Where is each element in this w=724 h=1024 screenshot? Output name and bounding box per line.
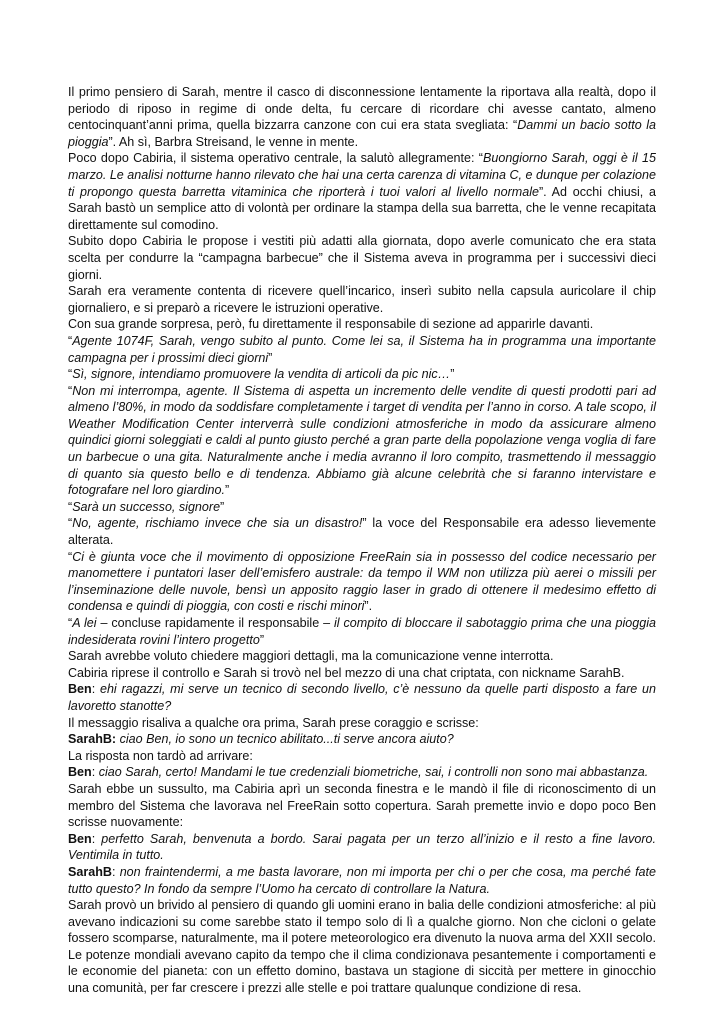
text-run: Il primo pensiero di Sarah, mentre il casco di disconnessione lentamente la riportava alla realtà, dopo il periodo di riposo in regime di onde delta, fu cercare di ricordare chi avesse cantato, almeno centocinquant’anni prima, quella bizzarra canzone con cui era stata svegliata: “ bbox=[68, 85, 656, 133]
text-run: : bbox=[91, 765, 99, 780]
italic-text: A lei bbox=[72, 616, 97, 630]
text-run: : bbox=[111, 864, 120, 879]
italic-text: Buongiorno Sarah, oggi è il 15 marzo. Le analisi notturne hanno rilevato che hai una certa carenza di vitamina C, e dunque per colazione ti propongo questa barretta vitaminica che riporterà i tuoi valori al livello normale bbox=[68, 151, 657, 199]
paragraph bbox=[68, 366, 656, 383]
paragraph bbox=[68, 515, 656, 548]
document-page bbox=[68, 84, 656, 997]
paragraph bbox=[68, 615, 656, 648]
paragraph bbox=[68, 764, 656, 781]
text-run: “ bbox=[68, 516, 73, 531]
speaker-name: Ben bbox=[68, 831, 92, 846]
paragraph bbox=[68, 681, 656, 714]
text-run: La risposta non tardò ad arrivare: bbox=[68, 748, 253, 763]
paragraph bbox=[68, 150, 656, 233]
speaker-name: Ben bbox=[68, 765, 92, 780]
text-run: Con sua grande sorpresa, però, fu direttamente il responsabile di sezione ad apparirle davanti. bbox=[68, 317, 594, 332]
text-run: Sarah ebbe un sussulto, ma Cabiria aprì un seconda finestra e le mandò il file di riconoscimento di un membro del Sistema che lavorava nel FreeRain sotto copertura. Sarah premette invio e dopo poco Ben scrisse nuovamente: bbox=[68, 781, 656, 830]
italic-text: perfetto Sarah, benvenuta a bordo. Sarai pagata per un terzo all’inizio e il resto a fine lavoro. Ventimila in tutto. bbox=[68, 831, 656, 863]
italic-text: Non mi interrompa, agente. Il Sistema di aspetta un incremento delle vendite di questi prodotti pari ad almeno l’80%, in modo da soddisfare completamente i target di vendita per l’anno in corso. A tale scopo, il Weather Modification Center interverrà sulle condizioni atmosferiche in modo da assicurare almeno quindici giorni soleggiati e caldi al punto giusto perché a gran parte della popolazione venga voglia di fare un barbecue o una gita. Naturalmente anche i media avranno il loro compito, trasmettendo il messaggio di quanto sia questo bello e di tendenza. Abbiamo già alcune celebrità che si faranno intervistare e fotografare nel loro giardino. bbox=[68, 383, 656, 498]
paragraph bbox=[68, 715, 656, 732]
italic-text: Sarà un successo, signore bbox=[72, 499, 221, 514]
paragraph bbox=[68, 665, 656, 682]
text-run: “ bbox=[68, 499, 73, 514]
text-run: Poco dopo Cabiria, il sistema operativo centrale, la salutò allegramente: “ bbox=[68, 151, 483, 166]
paragraph bbox=[68, 864, 656, 897]
text-run: Sarah era veramente contenta di ricevere quell’incarico, inserì subito nella capsula auricolare il chip giornaliero, e si preparò a ricevere le istruzioni operative. bbox=[68, 284, 656, 315]
text-run: ” bbox=[450, 367, 455, 382]
paragraph bbox=[68, 84, 656, 150]
text-run: ” bbox=[224, 483, 230, 498]
paragraph bbox=[68, 499, 656, 516]
text-run: – concluse rapidamente il responsabile – bbox=[96, 616, 334, 630]
speaker-name: SarahB: bbox=[68, 732, 117, 747]
text-run: ” bbox=[268, 350, 273, 365]
paragraph bbox=[68, 831, 656, 864]
text-run: ” bbox=[220, 499, 225, 514]
text-run: “ bbox=[68, 367, 73, 382]
paragraph bbox=[68, 781, 656, 831]
text-run: ”. bbox=[364, 599, 373, 614]
italic-text: il compito di bloccare il sabotaggio prima che una pioggia indesiderata rovini l’intero progetto bbox=[68, 616, 656, 647]
paragraph bbox=[68, 233, 656, 283]
text-run: “ bbox=[68, 549, 73, 564]
text-run: Sarah provò un brivido al pensiero di quando gli uomini erano in balia delle condizioni atmosferiche: al più avevano indicazioni su come sarebbe stato il tempo solo di lì a qualche giorno. Non che cicloni o gelate fossero scomparse, naturalmente, ma il potere meteorologico era divenuto la nuova arma del XXII secolo. Le potenze mondiali avevano capito da tempo che il clima condizionava pesantemente i comportamenti e le economie del pianeta: con un effetto domino, bastava un stagione di siccità per mettere in ginocchio una comunità, per far crescere i prezzi alle stelle e poi trattare qualunque condizione di resa. bbox=[68, 898, 656, 996]
paragraph bbox=[68, 383, 656, 499]
paragraph bbox=[68, 648, 656, 665]
speaker-name: Ben bbox=[68, 682, 92, 697]
text-run: : bbox=[91, 682, 100, 697]
paragraph bbox=[68, 731, 656, 748]
text-run: ”. Ad occhi chiusi, a Sarah bastò un semplice atto di volontà per ordinare la stampa della sua barretta, che le venne recapitata direttamente sul comodino. bbox=[68, 184, 656, 232]
speaker-name: SarahB bbox=[68, 864, 112, 879]
paragraph bbox=[68, 549, 656, 615]
text-run: ” la voce del Responsabile era adesso lievemente alterata. bbox=[68, 516, 656, 548]
italic-text: Sì, signore, intendiamo promuovere la vendita di articoli da pic nic… bbox=[72, 367, 451, 382]
text-run: Cabiria riprese il controllo e Sarah si trovò nel bel mezzo di una chat criptata, con nickname SarahB. bbox=[68, 665, 625, 680]
italic-text: Agente 1074F, Sarah, vengo subito al punto. Come lei sa, il Sistema ha in programma una importante campagna per i prossimi dieci giorni bbox=[68, 333, 656, 365]
italic-text: Dammi un bacio sotto la pioggia bbox=[68, 118, 656, 149]
text-run: “ bbox=[68, 383, 73, 398]
paragraph bbox=[68, 748, 656, 765]
text-run: “ bbox=[68, 616, 73, 630]
italic-text: ehi ragazzi, mi serve un tecnico di secondo livello, c’è nessuno da quelle parti disposto a fare un lavoretto stanotte? bbox=[68, 682, 656, 713]
italic-text: Ci è giunta voce che il movimento di opposizione FreeRain sia in possesso del codice necessario per manomettere i puntatori laser dell’emisfero australe: da tempo il WM non utilizza più aerei o missili per l’inseminazione delle nuvole, bensì un apposito raggio laser in grado di ottenere il medesimo effetto di condensa e quindi di pioggia, con costi e rischi minori bbox=[68, 549, 656, 614]
italic-text: non fraintendermi, a me basta lavorare, non mi importa per chi o per che cosa, ma perché fate tutto questo? In fondo da sempre l’Uomo ha cercato di controllare la Natura. bbox=[68, 864, 656, 896]
paragraph bbox=[68, 283, 656, 316]
italic-text: No, agente, rischiamo invece che sia un disastro! bbox=[72, 516, 363, 531]
text-run: : bbox=[91, 831, 102, 846]
italic-text: ciao Ben, io sono un tecnico abilitato...ti serve ancora aiuto? bbox=[119, 732, 454, 747]
paragraph bbox=[68, 316, 656, 333]
italic-text: ciao Sarah, certo! Mandami le tue credenziali biometriche, sai, i controlli non sono mai abbastanza. bbox=[98, 765, 649, 780]
text-run: Subito dopo Cabiria le propose i vestiti più adatti alla giornata, dopo averle comunicato che era stata scelta per condurre la “campagna barbecue” che il Sistema aveva in programma per i successivi dieci giorni. bbox=[68, 234, 656, 282]
text-run: Sarah avrebbe voluto chiedere maggiori dettagli, ma la comunicazione venne interrotta. bbox=[68, 649, 554, 664]
paragraph bbox=[68, 897, 656, 997]
text-run: “ bbox=[68, 333, 73, 348]
text-run: ”. Ah sì, Barbra Streisand, le venne in mente. bbox=[108, 134, 359, 149]
paragraph bbox=[68, 333, 656, 366]
text-run: Il messaggio risaliva a qualche ora prima, Sarah prese coraggio e scrisse: bbox=[68, 715, 479, 730]
text-run: ” bbox=[259, 632, 264, 647]
